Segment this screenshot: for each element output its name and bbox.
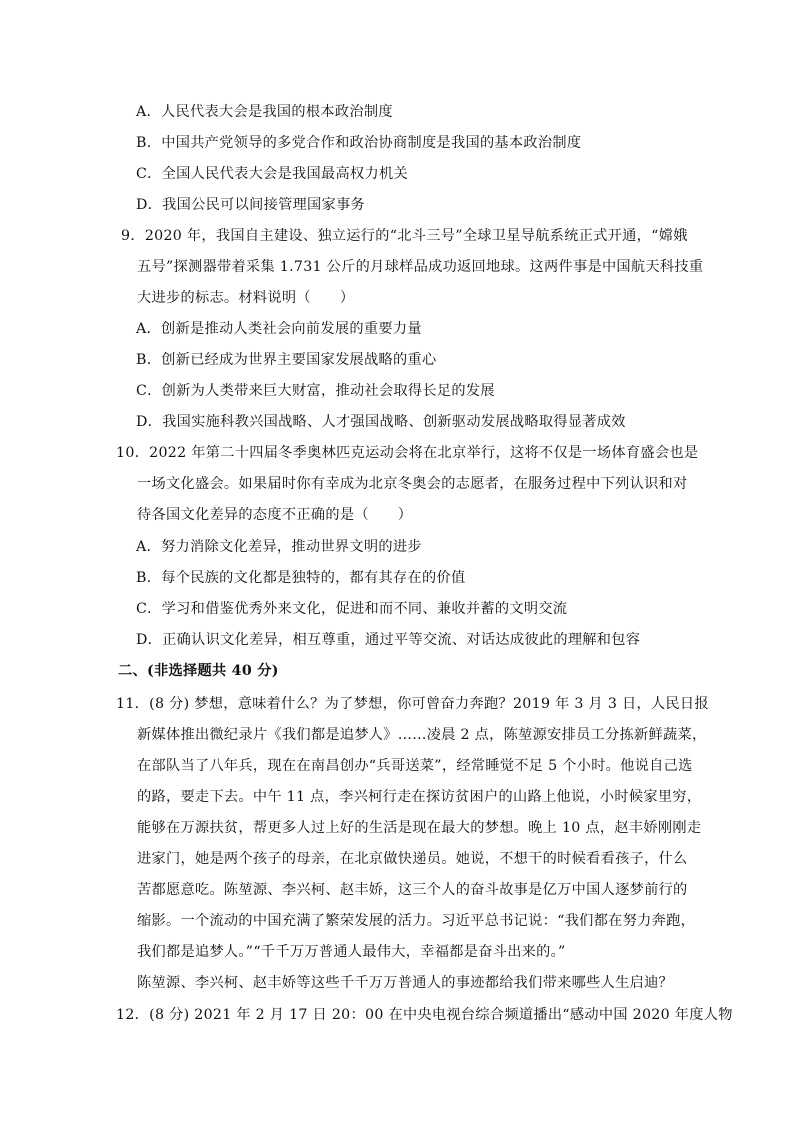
q10-option-c: C．学习和借鉴优秀外来文化，促进和而不同、兼收并蓄的文明交流 <box>136 601 568 617</box>
q11-line-2: 新媒体推出微纪录片《我们都是追梦人》……凌晨 2 点，陈堃源安排员工分拣新鲜蔬菜， <box>137 727 707 743</box>
q8-option-a: A．人民代表大会是我国的根本政治制度 <box>136 104 393 120</box>
q11-line-8: 缩影。一个流动的中国充满了繁荣发展的活力。习近平总书记说：“我们都在努力奔跑， <box>137 913 696 929</box>
q8-option-d: D．我国公民可以间接管理国家事务 <box>136 197 365 213</box>
q11-line-9: 我们都是追梦人。”“千千万万普通人最伟大，幸福都是奋斗出来的。” <box>137 944 566 960</box>
q9-option-d: D．我国实施科教兴国战略、人才强国战略、创新驱动发展战略取得显著成效 <box>136 414 626 430</box>
q11-line-7: 苦都愿意吃。陈堃源、李兴柯、赵丰娇，这三个人的奋斗故事是亿万中国人逐梦前行的 <box>137 882 688 898</box>
q10-stem-line-2: 一场文化盛会。如果届时你有幸成为北京冬奥会的志愿者，在服务过程中下列认识和对 <box>137 476 688 492</box>
q10-option-b: B．每个民族的文化都是独特的，都有其存在的价值 <box>136 570 466 586</box>
q11-line-5: 能够在万源扶贫，帮更多人过上好的生活是现在最大的梦想。晚上 10 点，赵丰娇刚刚走 <box>137 820 702 836</box>
q11-line-1: 11．(8 分) 梦想，意味着什么？为了梦想，你可曾奋力奔跑？2019 年 3 月 3 日，人民日报 <box>116 696 709 712</box>
q10-option-a: A．努力消除文化差异，推动世界文明的进步 <box>136 539 422 555</box>
q12-line-1: 12．(8 分) 2021 年 2 月 17 日 20：00 在中央电视台综合频道播出“感动中国 2020 年度人物 <box>116 1007 733 1023</box>
q9-option-c: C．创新为人类带来巨大财富，推动社会取得长足的发展 <box>136 383 495 399</box>
q9-stem-line-3: 大进步的标志。材料说明（ ） <box>137 290 355 306</box>
q11-line-3: 在部队当了八年兵，现在在南昌创办“兵哥送菜”，经常睡觉不足 5 个小时。他说自己选 <box>137 758 693 774</box>
q10-stem-line-1: 10．2022 年第二十四届冬季奥林匹克运动会将在北京举行，这将不仅是一场体育盛会也是 <box>116 445 699 461</box>
q9-option-a: A．创新是推动人类社会向前发展的重要力量 <box>136 321 422 337</box>
q10-option-d: D．正确认识文化差异，相互尊重，通过平等交流、对话达成彼此的理解和包容 <box>136 632 641 648</box>
q9-stem-line-1: 9．2020 年，我国自主建设、独立运行的“北斗三号”全球卫星导航系统正式开通，“嫦娥 <box>121 228 688 244</box>
section-heading: 二、(非选择题共 40 分) <box>118 663 279 679</box>
q8-option-b: B．中国共产党领导的多党合作和政治协商制度是我国的基本政治制度 <box>136 135 582 151</box>
q11-line-4: 的路，要走下去。中午 11 点，李兴柯行走在探访贫困户的山路上他说，小时候家里穷， <box>137 789 702 805</box>
q11-question: 陈堃源、李兴柯、赵丰娇等这些千千万万普通人的事迹都给我们带来哪些人生启迪？ <box>137 975 674 991</box>
q9-stem-line-2: 五号”探测器带着采集 1.731 公斤的月球样品成功返回地球。这两件事是中国航天科技重 <box>137 259 704 275</box>
q10-stem-line-3: 待各国文化差异的态度不正确的是（ ） <box>137 507 413 523</box>
q8-option-c: C．全国人民代表大会是我国最高权力机关 <box>136 166 408 182</box>
q9-option-b: B．创新已经成为世界主要国家发展战略的重心 <box>136 352 437 368</box>
q11-line-6: 进家门，她是两个孩子的母亲，在北京做快递员。她说，不想干的时候看看孩子，什么 <box>137 851 688 867</box>
